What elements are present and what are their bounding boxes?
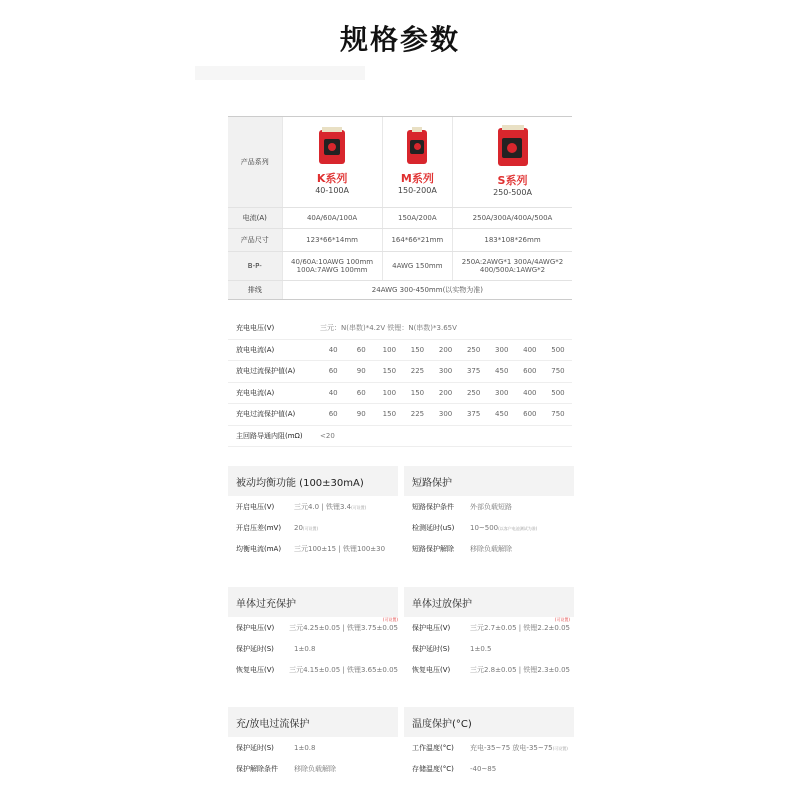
s-size: 183*108*26mm [452, 229, 572, 251]
spec-label: 保护解除条件 [236, 764, 278, 773]
table-cell: 150 [410, 345, 425, 354]
product-table [228, 116, 572, 300]
table-cell: 450 [495, 367, 509, 376]
table-cell: 375 [466, 367, 481, 376]
resistance-row [228, 426, 572, 448]
m-bp: 4AWG 150mm [382, 252, 452, 280]
settable-flag: (可设置) [382, 616, 398, 622]
table-cell: 200 [438, 345, 453, 354]
m-series-name: M系列 [400, 171, 434, 185]
spec-row [228, 737, 398, 758]
wire-label: 排线 [228, 281, 282, 299]
product-s [452, 117, 572, 207]
spec-note: (以客户电池测试为准) [498, 525, 538, 531]
s-series-name: S系列 [497, 173, 528, 187]
table-cell: 40 [328, 388, 338, 397]
spec-value [470, 524, 537, 532]
spec-label: 开启压差(mV) [236, 523, 282, 532]
overdischarge-title: 单体过放保护 [404, 587, 574, 617]
spec-value-text: 20 [294, 523, 303, 532]
k-size: 123*66*14mm [282, 229, 382, 251]
k-series-name: K系列 [316, 171, 348, 185]
spec-value-text: 三元4.15±0.05 | 铁锂3.65±0.05 [289, 665, 398, 674]
spec-value-text: -40~85 [470, 764, 497, 773]
m-series-board-image [407, 130, 427, 164]
spec-value [470, 616, 570, 633]
table-cell: 225 [410, 367, 425, 376]
overcharge-title: 单体过充保护 [228, 587, 398, 617]
spec-value-text: 1±0.8 [294, 743, 316, 752]
table-cell: 200 [438, 388, 453, 397]
product-k [282, 117, 382, 207]
spec-row [404, 659, 574, 680]
spec-label: 保护延时(S) [236, 743, 274, 752]
spec-row [228, 617, 398, 638]
spec-row [228, 758, 398, 779]
k-bp: 40/60A:10AWG 100mm 100A:7AWG 100mm [282, 252, 382, 280]
spec-label: 恢复电压(V) [412, 665, 451, 674]
table-cell: 60 [328, 367, 338, 376]
table-cell: 150 [382, 367, 397, 376]
row-label: 充电过流保护值(A) [236, 410, 296, 419]
table-cell: 250 [466, 345, 481, 354]
charge-voltage-value: 三元：N(串数)*4.2V 铁锂：N(串数)*3.65V [320, 324, 457, 333]
spec-value-text: 三元4.0 | 铁锂3.4 [294, 502, 352, 511]
spec-value-text: 三元2.8±0.05 | 铁锂2.3±0.05 [470, 665, 570, 674]
spec-label: 保护电压(V) [412, 623, 451, 632]
spec-value [470, 544, 512, 554]
spec-value-text: 移除负载解除 [470, 544, 512, 553]
overcurrent-title: 充/放电过流保护 [228, 707, 398, 737]
spec-note: (可设置) [302, 525, 319, 531]
spec-value-text: 三元4.25±0.05 | 铁锂3.75±0.05 [289, 623, 398, 632]
spec-value-text: 外部负载短路 [470, 502, 512, 511]
s-bp: 250A:2AWG*1 300A/4AWG*2 400/500A:1AWG*2 [452, 252, 572, 280]
spec-row [228, 517, 398, 538]
spec-row [228, 496, 398, 517]
spec-label: 恢复电压(V) [236, 665, 275, 674]
spec-value-text: 1±0.8 [294, 644, 316, 653]
current-spec-table [228, 318, 572, 447]
charge-voltage-row [228, 318, 572, 340]
table-row [228, 404, 572, 426]
spec-value [289, 616, 398, 633]
spec-label: 保护电压(V) [236, 623, 275, 632]
table-cell: 400 [523, 388, 537, 397]
table-row [228, 361, 572, 383]
wire-row [228, 281, 572, 299]
spec-row [404, 737, 574, 758]
table-cell: 450 [495, 410, 509, 419]
wire-value: 24AWG 300-450mm(以实物为准) [282, 281, 572, 299]
table-cell: 750 [551, 410, 565, 419]
table-cell: 400 [523, 345, 537, 354]
overdischarge-section [404, 587, 574, 680]
k-current: 40A/60A/100A [282, 208, 382, 228]
s-series-range: 250-500A [493, 187, 532, 197]
spec-value [294, 764, 336, 774]
spec-value [294, 645, 315, 653]
table-cell: 300 [438, 410, 453, 419]
table-row [228, 340, 572, 362]
table-cell: 100 [382, 388, 397, 397]
row-label: 充电电流(A) [236, 388, 275, 397]
product-m [382, 117, 452, 207]
spec-row [228, 538, 398, 559]
table-cell: 90 [356, 367, 366, 376]
table-cell: 60 [356, 345, 366, 354]
balance-title: 被动均衡功能 (100±30mA) [228, 466, 398, 496]
table-cell: 100 [382, 345, 397, 354]
table-cell: 300 [495, 388, 509, 397]
m-size: 164*66*21mm [382, 229, 452, 251]
spec-row [404, 538, 574, 559]
table-cell: 500 [551, 345, 565, 354]
short-circuit-section [404, 466, 574, 559]
page-title: 规格参数 [339, 23, 460, 56]
spec-label: 保护延时(S) [236, 644, 274, 653]
table-cell: 300 [438, 367, 453, 376]
s-series-board-image [498, 128, 528, 166]
spec-label: 存储温度(°C) [412, 764, 454, 773]
spec-label: 开启电压(V) [236, 502, 275, 511]
resistance-value: <20 [320, 431, 335, 440]
series-label: 产品系列 [228, 117, 282, 207]
s-current: 250A/300A/400A/500A [452, 208, 572, 228]
table-cell: 225 [410, 410, 425, 419]
spec-note: (可设置) [552, 745, 568, 751]
size-row [228, 229, 572, 252]
size-label: 产品尺寸 [228, 229, 282, 251]
spec-value-text: 充电-35~75 放电-35~75 [470, 743, 553, 752]
table-cell: 150 [382, 410, 397, 419]
balance-section [228, 466, 398, 559]
charge-voltage-label: 充电电压(V) [236, 324, 275, 333]
spec-value [294, 524, 318, 532]
table-cell: 500 [551, 388, 565, 397]
spec-row [228, 638, 398, 659]
spec-label: 均衡电流(mA) [236, 544, 282, 553]
spec-row [404, 517, 574, 538]
table-cell: 60 [356, 388, 366, 397]
table-cell: 60 [328, 410, 338, 419]
table-cell: 600 [523, 410, 537, 419]
m-series-range: 150-200A [397, 185, 437, 195]
m-current: 150A/200A [382, 208, 452, 228]
spec-value-text: 三元100±15 | 铁锂100±30 [294, 544, 386, 553]
k-series-board-image [319, 130, 345, 164]
spec-label: 短路保护条件 [412, 502, 454, 511]
spec-row [228, 659, 398, 680]
table-cell: 300 [495, 345, 509, 354]
spec-value-text: 三元2.7±0.05 | 铁锂2.2±0.05 [470, 623, 570, 632]
table-cell: 250 [466, 388, 481, 397]
spec-row [404, 496, 574, 517]
current-row [228, 208, 572, 229]
spec-label: 保护延时(S) [412, 644, 450, 653]
spec-value [470, 765, 496, 773]
row-label: 放电电流(A) [236, 345, 275, 354]
spec-value [294, 502, 366, 512]
subtitle-strip [195, 66, 365, 80]
table-cell: 750 [551, 367, 565, 376]
spec-label: 工作温度(°C) [412, 743, 454, 752]
spec-value-text: 10~500 [470, 523, 499, 532]
spec-value [289, 665, 398, 675]
spec-value [470, 665, 570, 675]
row-label: 放电过流保护值(A) [236, 367, 296, 376]
short-circuit-title: 短路保护 [404, 466, 574, 496]
spec-value-text: 移除负载解除 [294, 764, 336, 773]
spec-value [470, 743, 568, 753]
k-series-range: 40-100A [315, 185, 349, 195]
table-cell: 600 [523, 367, 537, 376]
spec-label: 检测延时(uS) [412, 523, 455, 532]
spec-row [404, 617, 574, 638]
spec-label: 短路保护解除 [412, 544, 454, 553]
table-cell: 40 [328, 345, 338, 354]
spec-value [294, 544, 385, 554]
spec-row [404, 638, 574, 659]
overcurrent-section [228, 707, 398, 779]
bp-row [228, 252, 572, 281]
temperature-title: 温度保护(°C) [404, 707, 574, 737]
overcharge-section [228, 587, 398, 680]
product-series-row [228, 117, 572, 208]
table-cell: 150 [410, 388, 425, 397]
spec-value [470, 502, 512, 512]
spec-value-text: 1±0.5 [470, 644, 492, 653]
current-label: 电流(A) [228, 208, 282, 228]
spec-note: (可设置) [351, 504, 367, 510]
table-cell: 90 [356, 410, 366, 419]
spec-value [294, 744, 315, 752]
table-cell: 375 [466, 410, 481, 419]
spec-row [404, 758, 574, 779]
bp-label: B-P- [228, 252, 282, 280]
table-row [228, 383, 572, 405]
resistance-label: 主回路导通内阻(mΩ) [236, 431, 303, 440]
temperature-section [404, 707, 574, 779]
settable-flag: (可设置) [554, 616, 570, 622]
spec-value [470, 645, 491, 653]
